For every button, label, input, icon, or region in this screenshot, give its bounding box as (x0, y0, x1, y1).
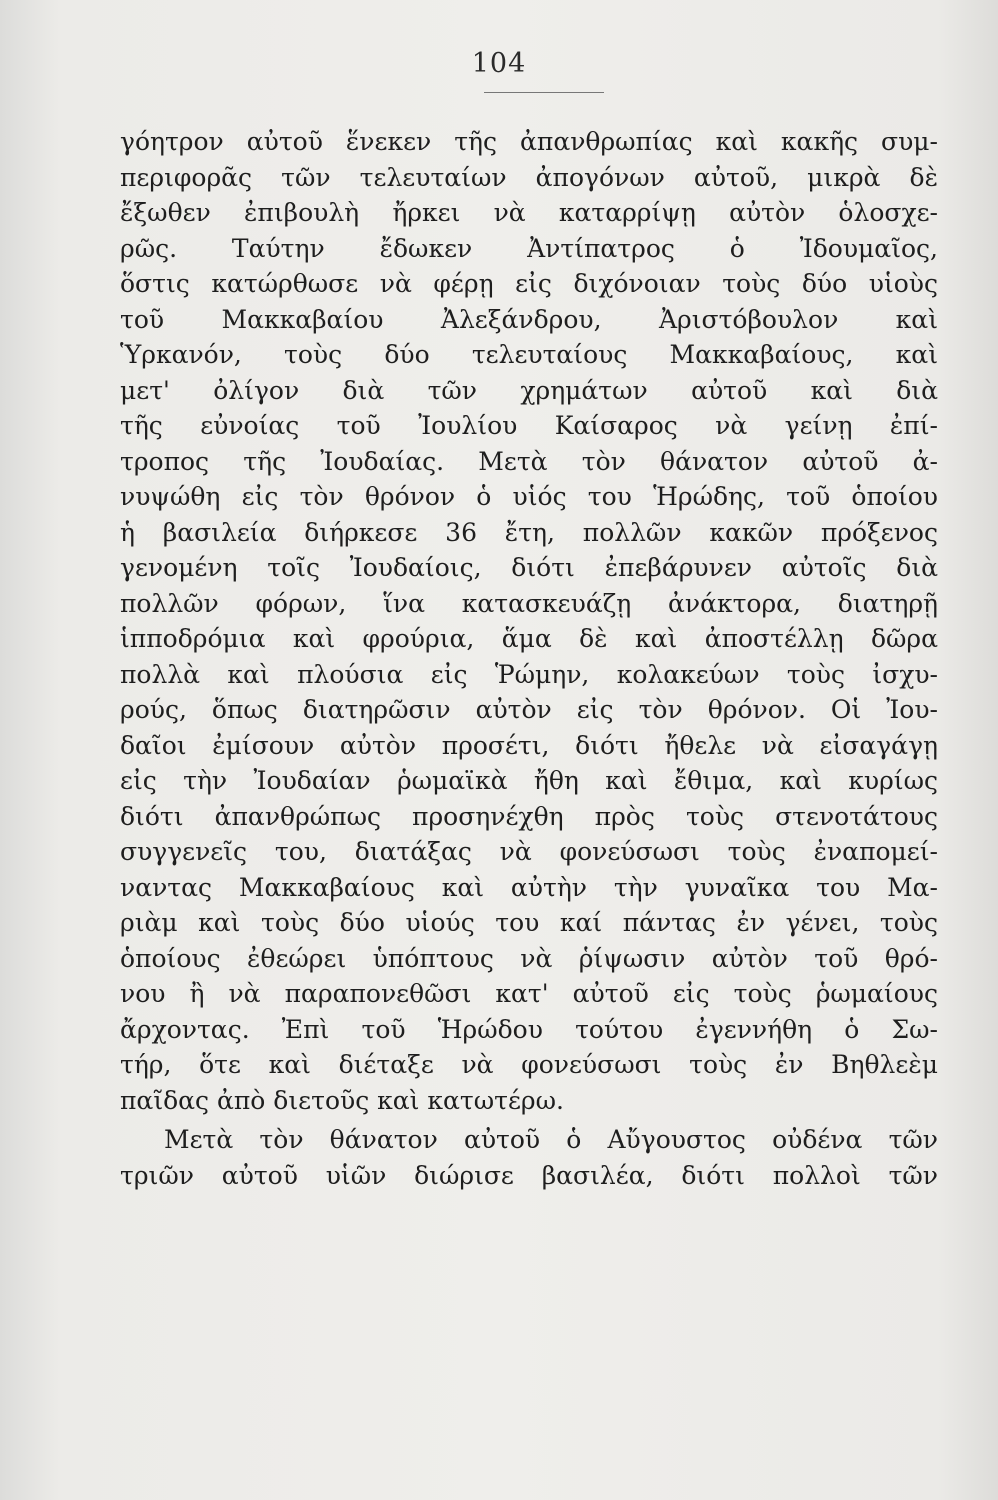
text-line: τῆς εὐνοίας τοῦ Ἰουλίου Καίσαρος νὰ γείνῃ ἐπί- (120, 411, 938, 440)
text-line: ριὰμ καὶ τοὺς δύο υἱούς του καί πάντας ἐν γένει, τοὺς (120, 908, 938, 937)
text-line: ρούς, ὅπως διατηρῶσιν αὐτὸν εἰς τὸν θρόνον. Οἱ Ἰου- (120, 695, 938, 724)
text-line: ρῶς. Ταύτην ἔδωκεν Ἀντίπατρος ὁ Ἰδουμαῖος, (120, 233, 938, 263)
page-number: 104 (471, 48, 527, 79)
page-number-underline (484, 92, 604, 93)
text-line: ἡ βασιλεία διήρκεσε 36 ἔτη, πολλῶν κακῶν πρόξενος (120, 517, 938, 547)
text-line: τοῦ Μακκαβαίου Ἀλεξάνδρου, Ἀριστόβουλον καὶ (120, 304, 938, 334)
text-line: τριῶν αὐτοῦ υἱῶν διώρισε βασιλέα, διότι πολλοὶ τῶν (120, 1160, 938, 1190)
text-line: ἱπποδρόμια καὶ φρούρια, ἅμα δὲ καὶ ἀποστέλλῃ δῶρα (120, 624, 938, 653)
text-line: τήρ, ὅτε καὶ διέταξε νὰ φονεύσωσι τοὺς ἐν Βηθλεὲμ (120, 1050, 938, 1079)
text-line: ἔξωθεν ἐπιβουλὴ ἤρκει νὰ καταρρίψῃ αὐτὸν ὁλοσχε- (120, 198, 938, 227)
text-line: νυψώθη εἰς τὸν θρόνον ὁ υἱός του Ἡρώδης, τοῦ ὁποίου (120, 482, 938, 511)
text-line: ὅστις κατώρθωσε νὰ φέρῃ εἰς διχόνοιαν τοὺς δύο υἱοὺς (120, 269, 938, 298)
text-line: περιφορᾶς τῶν τελευταίων ἀπογόνων αὐτοῦ, μικρὰ δὲ (120, 162, 938, 192)
text-line: συγγενεῖς του, διατάξας νὰ φονεύσωσι τοὺς ἐναπομεί- (120, 837, 938, 866)
text-line: πολλῶν φόρων, ἵνα κατασκευάζῃ ἀνάκτορα, διατηρῇ (120, 588, 938, 618)
text-line: διότι ἀπανθρώπως προσηνέχθη πρὸς τοὺς στενοτάτους (120, 801, 938, 831)
paragraph-start-line: Μετὰ τὸν θάνατον αὐτοῦ ὁ Αὔγουστος οὐδένα τῶν (164, 1125, 938, 1154)
text-line: ναντας Μακκαβαίους καὶ αὐτὴν τὴν γυναῖκα του Μα- (120, 872, 938, 902)
text-line: ὁποίους ἐθεώρει ὑπόπτους νὰ ῥίψωσιν αὐτὸν τοῦ θρό- (120, 943, 938, 973)
text-line: μετ' ὀλίγον διὰ τῶν χρημάτων αὐτοῦ καὶ διὰ (120, 375, 938, 405)
text-line: νου ἢ νὰ παραπονεθῶσι κατ' αὐτοῦ εἰς τοὺς ῥωμαίους (120, 979, 938, 1008)
text-line: γενομένη τοῖς Ἰουδαίοις, διότι ἐπεβάρυνεν αὐτοῖς διὰ (120, 553, 938, 582)
text-line: Ὑρκανόν, τοὺς δύο τελευταίους Μακκαβαίους, καὶ (120, 340, 938, 369)
text-line: εἰς τὴν Ἰουδαίαν ῥωμαϊκὰ ἤθη καὶ ἔθιμα, καὶ κυρίως (120, 766, 938, 795)
text-line: πολλὰ καὶ πλούσια εἰς Ῥώμην, κολακεύων τοὺς ἰσχυ- (120, 659, 938, 689)
paragraph-end-line: παῖδας ἀπὸ διετοῦς καὶ κατωτέρω. (120, 1085, 564, 1115)
text-line: γόητρον αὐτοῦ ἕνεκεν τῆς ἀπανθρωπίας καὶ κακῆς συμ- (120, 127, 938, 156)
text-line: ἄρχοντας. Ἐπὶ τοῦ Ἡρώδου τούτου ἐγεννήθη ὁ Σω- (120, 1014, 938, 1044)
body-text (120, 124, 938, 1193)
text-line: δαῖοι ἐμίσουν αὐτὸν προσέτι, διότι ἤθελε νὰ εἰσαγάγῃ (120, 730, 938, 760)
text-line: τροπος τῆς Ἰουδαίας. Μετὰ τὸν θάνατον αὐτοῦ ἀ- (120, 446, 938, 476)
